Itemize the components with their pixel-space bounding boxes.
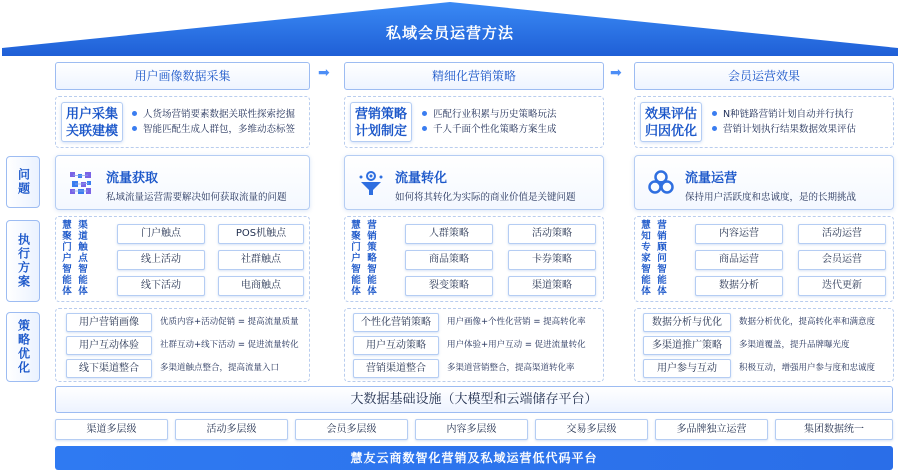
chip-line: 效果评估 [644,107,697,122]
strategy-text: 数据分析优化，提高转化率和满意度 [739,317,876,327]
feature-card-traffic-convert [344,155,604,210]
chip-line: 计划制定 [354,124,407,139]
bullet-dot-icon [712,111,717,116]
bullet-item: 匹配行业积累与历史策略玩法 [422,107,557,122]
strategy-text: 多渠道营销整合，提高渠道转化率 [447,363,575,373]
bullet-list [132,107,295,137]
strategy-label: 个性化营销策略 [353,313,439,332]
bullet-item: 千人千面个性化策略方案生成 [422,122,557,137]
feature-description: 私域流量运营需要解决如何获取流量的问题 [106,192,287,203]
strategy-label: 用户营销画像 [66,313,152,332]
channel-tag: 线上活动 [117,250,205,270]
strategy-tag: 人群策略 [405,224,493,244]
channel-tag: 门户触点 [117,224,205,244]
strategy-label: 数据分析与优化 [643,313,731,332]
bullet-item: N种链路营销计划自动并行执行 [712,107,856,122]
strategy-text: 社群互动+线下活动 = 促进流量转化 [160,340,299,350]
tier-item: 内容多层级 [415,419,528,440]
strategy-label: 用户参与互动 [643,359,731,378]
agent-tag-vertical: 营销顾问智能体 [657,220,667,297]
arrow-right-icon: ➡ [318,65,330,81]
channel-tag: 线下活动 [117,276,205,296]
column-header-marketing-strategy: 精细化营销策略 [344,62,604,90]
strategy-text: 多渠道覆盖，提升品牌曝光度 [739,340,850,350]
feature-title: 流量转化 [395,171,448,186]
chip-line: 归因优化 [644,124,697,139]
platform-footer: 慧友云商数智化营销及私域运营低代码平台 [55,446,893,470]
infrastructure-bar: 大数据基础设施（大模型和云端储存平台） [55,386,893,413]
strategy-tag: 裂变策略 [405,276,493,296]
agent-tag-vertical: 慧聚门户智能体 [351,220,361,297]
tier-item: 渠道多层级 [55,419,168,440]
strategy-label: 多渠道推广策略 [643,336,731,355]
chip-effect-evaluation [640,102,702,142]
tier-item: 交易多层级 [535,419,648,440]
feature-description: 保持用户活跃度和忠诚度，是的长期挑战 [685,192,857,203]
strategy-text: 积极互动，增强用户参与度和忠诚度 [739,363,876,373]
side-label-problem: 问题 [6,156,40,208]
chip-strategy-plan [350,102,412,142]
chip-user-collection [61,102,123,142]
channel-tag: POS机触点 [218,224,304,244]
chip-line: 关联建模 [65,124,118,139]
biohazard-icon [647,169,675,197]
strategy-tag: 渠道策略 [508,276,596,296]
strategy-text: 用户画像+个性化营销 = 提高转化率 [447,317,586,327]
agent-tag-vertical: 慧聚门户智能体 [62,220,72,297]
agent-tag-vertical: 慧知专家智能体 [641,220,651,297]
chip-line: 用户采集 [65,107,118,122]
strategy-tag: 卡券策略 [508,250,596,270]
bullet-dot-icon [132,126,137,131]
tier-item: 会员多层级 [295,419,408,440]
feature-description: 如何将其转化为实际的商业价值是关键问题 [395,192,576,203]
feature-card-traffic-operate [634,155,894,210]
bullet-list [422,107,557,137]
bullet-item: 智能匹配生成人群包，多维动态标签 [132,122,295,137]
funnel-gear-icon [357,169,385,197]
operation-tag: 商品运营 [695,250,783,270]
tier-item: 集团数据统一 [775,419,893,440]
bullet-item: 人货场营销要素数据关联性探索挖掘 [132,107,295,122]
channel-tag: 社群触点 [218,250,304,270]
tier-item: 活动多层级 [175,419,288,440]
strategy-label: 用户互动策略 [353,336,439,355]
operation-tag: 会员运营 [798,250,886,270]
agent-tag-vertical: 渠道触点智能体 [78,220,88,297]
side-label-strategy: 策略优化 [6,312,40,382]
bullet-dot-icon [132,111,137,116]
operation-tag: 数据分析 [695,276,783,296]
side-label-execution: 执行方案 [6,220,40,302]
strategy-text: 用户体验+用户互动 = 促进流量转化 [447,340,586,350]
strategy-text: 优质内容+活动促销 = 提高流量质量 [160,317,299,327]
bullet-dot-icon [712,126,717,131]
channel-tag: 电商触点 [218,276,304,296]
feature-title: 流量运营 [685,171,738,186]
operation-tag: 内容运营 [695,224,783,244]
network-icon [68,170,94,196]
feature-card-traffic-acquire [55,155,310,210]
tier-item: 多品牌独立运营 [655,419,768,440]
bullet-item: 营销计划执行结果数据效果评估 [712,122,856,137]
strategy-text: 多渠道触点整合，提高流量入口 [160,363,280,373]
diagram-title: 私域会员运营方法 [385,24,514,42]
chip-line: 营销策略 [354,107,407,122]
bullet-dot-icon [422,111,427,116]
operation-tag: 活动运营 [798,224,886,244]
column-header-operation-effect: 会员运营效果 [634,62,894,90]
strategy-tag: 商品策略 [405,250,493,270]
strategy-label: 营销渠道整合 [353,359,439,378]
bullet-list [712,107,856,137]
bullet-dot-icon [422,126,427,131]
column-header-data-collection: 用户画像数据采集 [55,62,310,90]
agent-tag-vertical: 营销策略智能体 [367,220,377,297]
strategy-label: 用户互动体验 [66,336,152,355]
feature-title: 流量获取 [106,171,159,186]
arrow-right-icon: ➡ [610,65,622,81]
strategy-label: 线下渠道整合 [66,359,152,378]
strategy-tag: 活动策略 [508,224,596,244]
operation-tag: 迭代更新 [798,276,886,296]
